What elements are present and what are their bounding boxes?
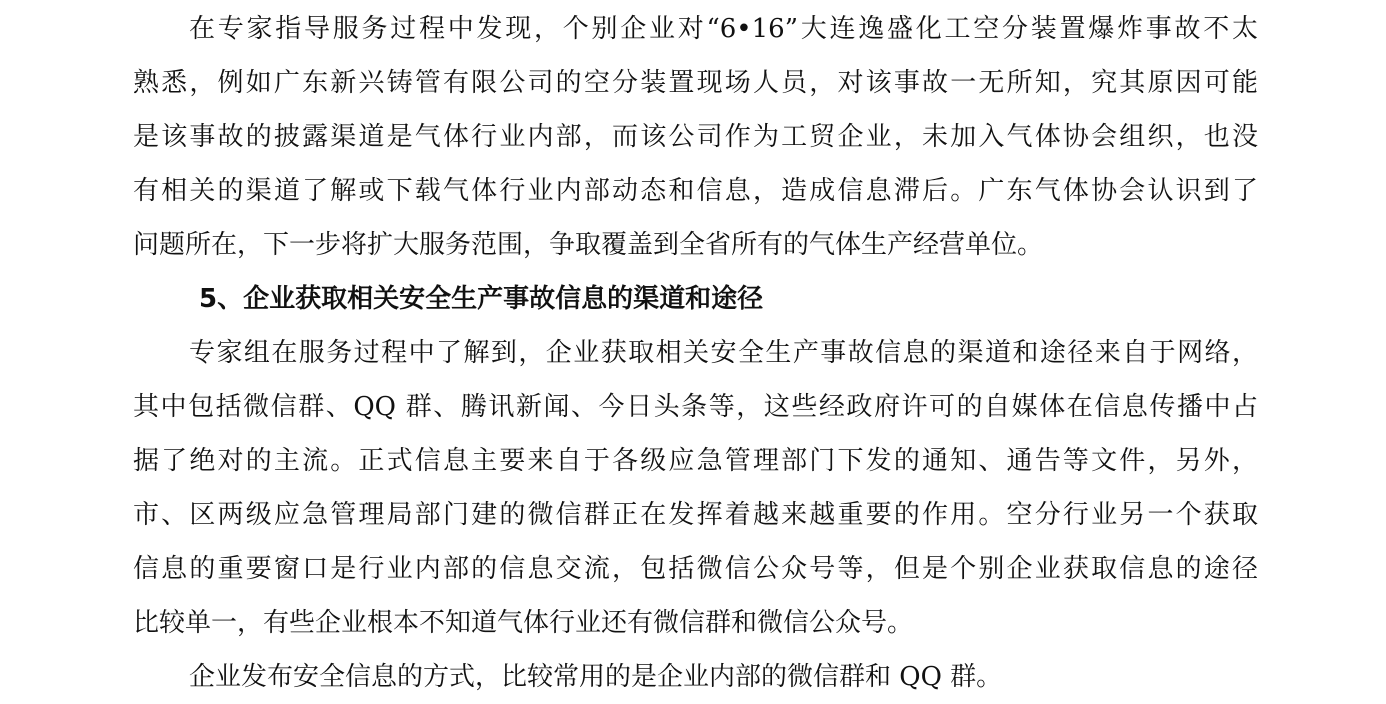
paragraph-line: 其中包括微信群、QQ 群、腾讯新闻、今日头条等，这些经政府许可的自媒体在信息传播中占	[133, 392, 1258, 422]
paragraph-line: 比较单一，有些企业根本不知道气体行业还有微信群和微信公众号。	[133, 608, 914, 638]
paragraph-line: 在专家指导服务过程中发现，个别企业对“6•16”大连逸盛化工空分装置爆炸事故不太	[189, 14, 1258, 44]
paragraph-publishing-methods	[133, 650, 1258, 704]
paragraph-line: 市、区两级应急管理局部门建的微信群正在发挥着越来越重要的作用。空分行业另一个获取	[133, 500, 1258, 530]
document-page	[133, 0, 1258, 704]
paragraph-info-channels	[133, 326, 1258, 650]
paragraph-line: 是该事故的披露渠道是气体行业内部，而该公司作为工贸企业，未加入气体协会组织，也没	[133, 122, 1258, 152]
paragraph-line: 熟悉，例如广东新兴铸管有限公司的空分装置现场人员，对该事故一无所知，究其原因可能	[133, 68, 1258, 98]
paragraph-line: 企业发布安全信息的方式，比较常用的是企业内部的微信群和 QQ 群。	[189, 662, 1003, 692]
paragraph-line: 问题所在，下一步将扩大服务范围，争取覆盖到全省所有的气体生产经营单位。	[133, 230, 1044, 260]
paragraph-spread-awareness	[133, 2, 1258, 272]
paragraph-line: 据了绝对的主流。正式信息主要来自于各级应急管理部门下发的通知、通告等文件，另外，	[133, 446, 1258, 476]
paragraph-line: 信息的重要窗口是行业内部的信息交流，包括微信公众号等，但是个别企业获取信息的途径	[133, 554, 1258, 584]
paragraph-line: 专家组在服务过程中了解到，企业获取相关安全生产事故信息的渠道和途径来自于网络，	[189, 338, 1258, 368]
paragraph-line: 有相关的渠道了解或下载气体行业内部动态和信息，造成信息滞后。广东气体协会认识到了	[133, 176, 1258, 206]
section-heading: 5、企业获取相关安全生产事故信息的渠道和途径	[199, 284, 764, 314]
